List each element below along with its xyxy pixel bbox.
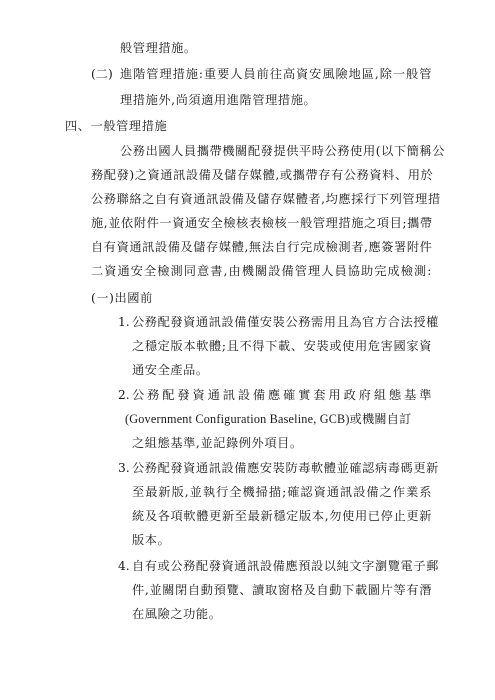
list-item-number: 2. [118, 388, 130, 402]
list-item-line: 公務配發資通訊設備僅安裝公務需用且為官方合法授權 [132, 315, 439, 329]
section-4-para-line: 務配發)之資通訊設備及儲存媒體,或攜帶存有公務資料、用於 [91, 168, 434, 182]
list-item-line: 之穩定版本軟體;且不得下載、安裝或使用危害國家資 [132, 339, 432, 353]
list-item-number: 4. [118, 559, 130, 573]
list-item-number: 3. [118, 461, 130, 475]
section-3-tail: 般管理措施。 [120, 41, 197, 55]
subsection-2-line-1: 進階管理措施:重要人員前往高資安風險地區,除一般管 [120, 67, 432, 81]
subsection-1-heading: (一)出國前 [91, 291, 153, 305]
subsection-2-line-2: 理措施外,尚須適用進階管理措施。 [120, 93, 317, 107]
list-item-line: 自有或公務配發資通訊設備應預設以純文字瀏覽電子郵 [132, 559, 439, 573]
section-4-para-line: 自有資通訊設備及儲存媒體,無法自行完成檢測者,應簽署附件 [91, 240, 433, 254]
list-item-line: 公務配發資通訊設備應確實套用政府組態基準 [132, 388, 432, 402]
list-item-number: 1. [118, 315, 130, 329]
section-4-para-line: 公務出國人員攜帶機關配發提供平時公務使用(以下簡稱公 [120, 144, 446, 158]
list-item-line: 通安全產品。 [132, 363, 209, 377]
list-item-line: 統及各項軟體更新至最新穩定版本,勿使用已停止更新 [132, 509, 432, 523]
section-4-para-line: 二資通安全檢測同意書,由機關設備管理人員協助完成檢測: [91, 264, 432, 278]
list-item-line: (Government Configuration Baseline, GCB)或機關自訂 [125, 412, 412, 426]
section-4-para-line: 公務聯絡之自有資通訊設備及儲存媒體者,均應採行下列管理措 [91, 192, 441, 206]
list-item-line: 版本。 [132, 533, 171, 547]
subsection-2-label: (二) [91, 67, 113, 81]
list-item-line: 在風險之功能。 [132, 607, 222, 621]
section-4-heading: 四、一般管理措施 [65, 119, 168, 133]
section-4-para-line: 施,並依附件一資通安全檢核表檢核一般管理措施之項目;攜帶 [91, 216, 433, 230]
list-item-line: 之組態基準,並記錄例外項目。 [132, 436, 303, 450]
list-item-line: 至最新版,並執行全機掃描;確認資通訊設備之作業系 [132, 485, 432, 499]
list-item-line: 公務配發資通訊設備應安裝防毒軟體並確認病毒碼更新 [132, 461, 439, 475]
list-item-line: 件,並關閉自動預覽、讀取窗格及自動下載圖片等有潛 [132, 583, 432, 597]
